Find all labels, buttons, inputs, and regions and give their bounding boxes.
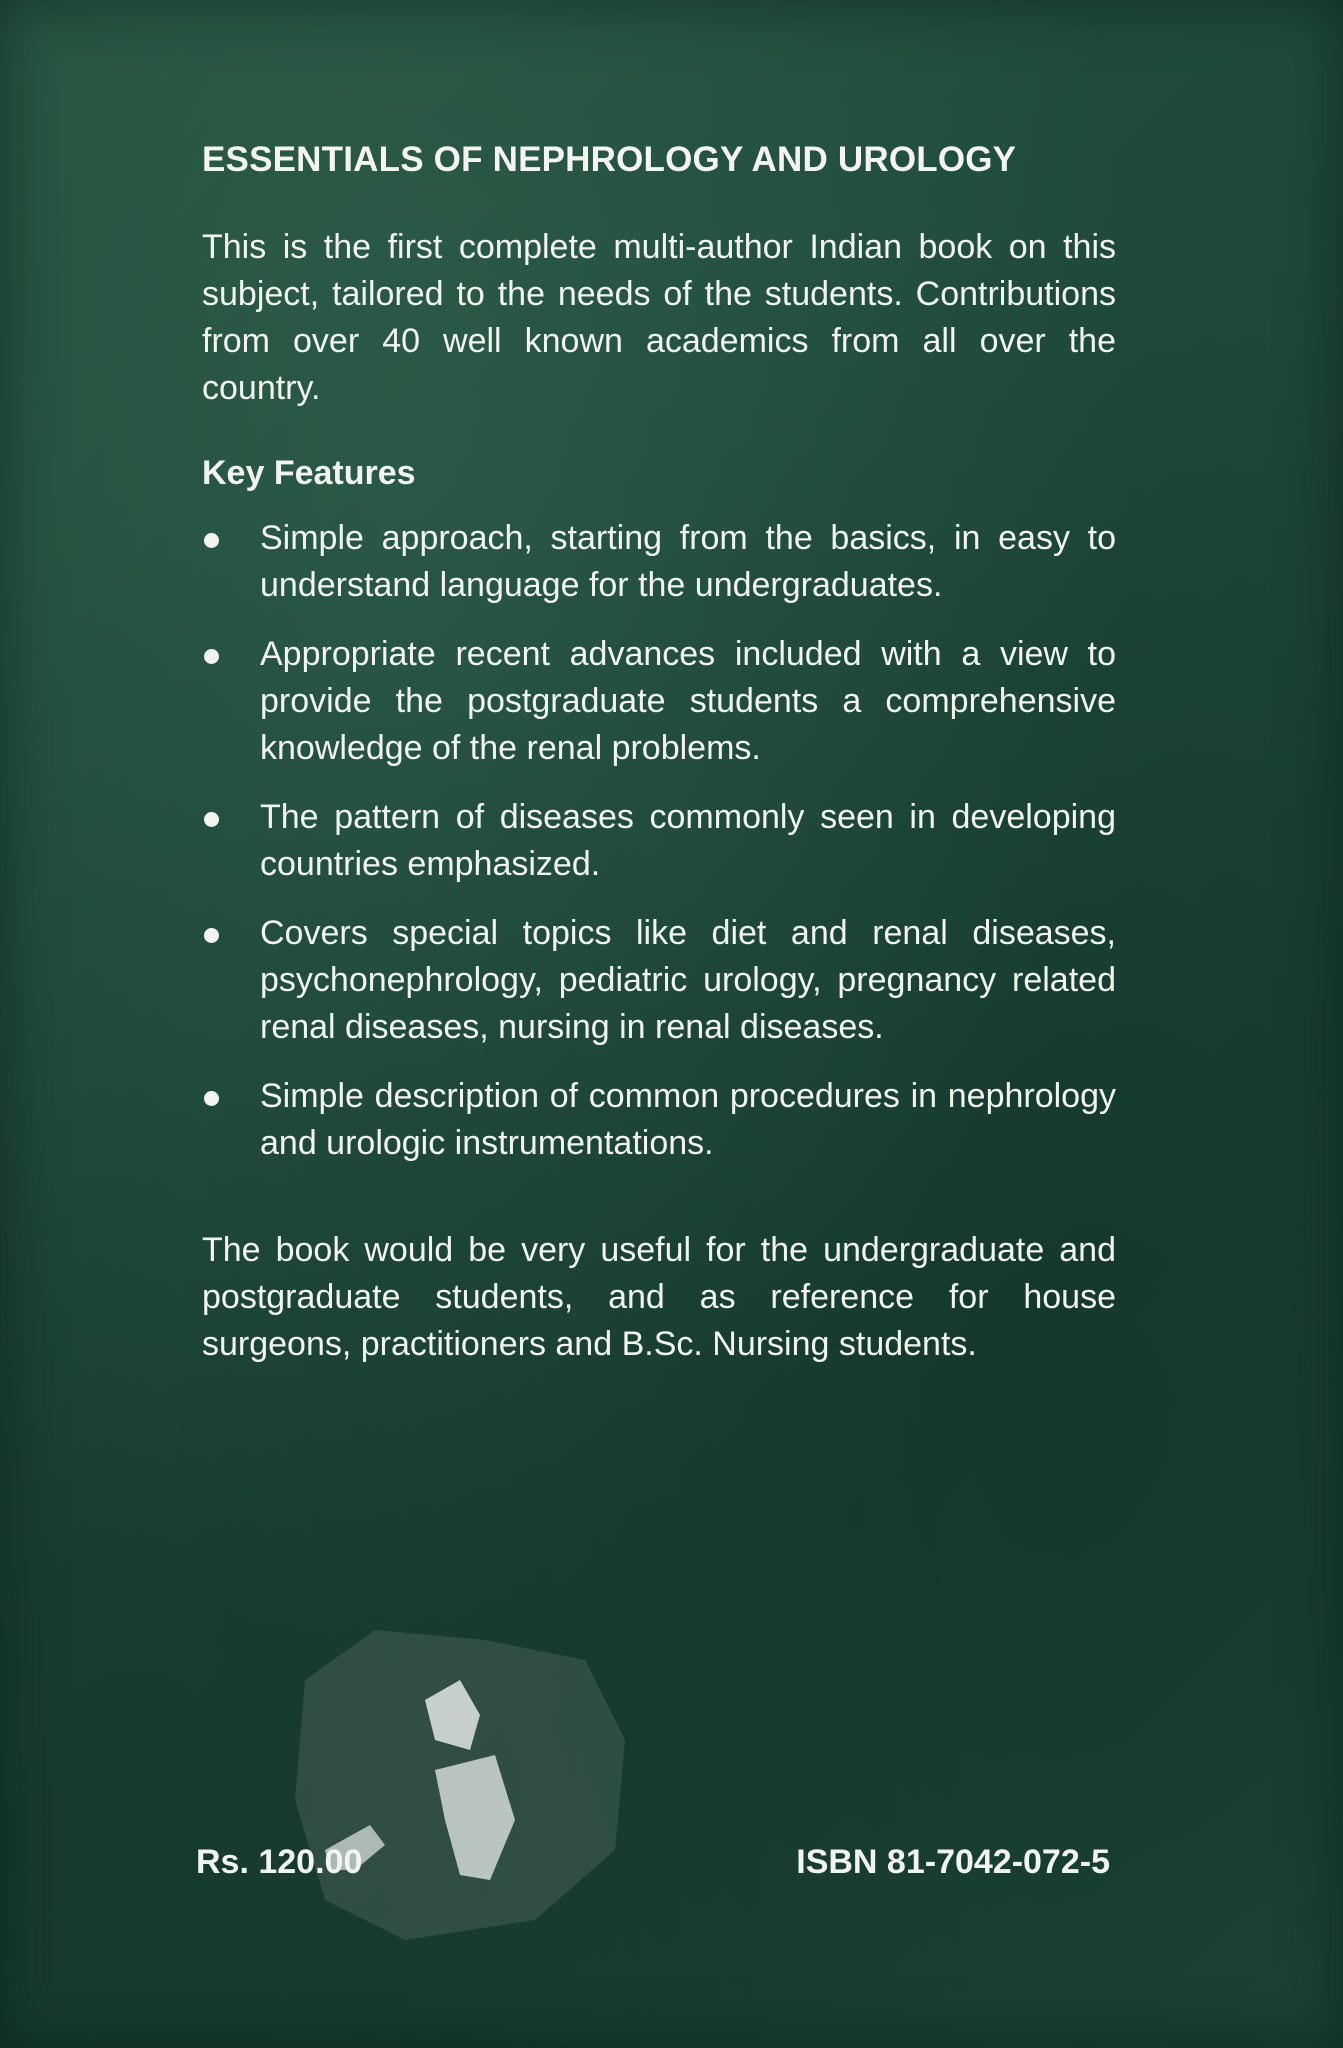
book-title: ESSENTIALS OF NEPHROLOGY AND UROLOGY: [202, 140, 1017, 179]
key-features-heading: Key Features: [202, 454, 416, 492]
feature-text: Covers special topics like diet and renal diseases, psychonephrology, pediatric urology, pregnancy related renal diseases, nursing in renal diseases.: [260, 914, 1116, 1046]
feature-item: [202, 515, 1116, 609]
bullet-icon: [204, 533, 219, 548]
bullet-icon: [204, 812, 219, 827]
bullet-icon: [204, 928, 219, 943]
bullet-icon: [204, 649, 219, 664]
torn-sticker-residue: [285, 1620, 645, 1950]
key-features-list: [202, 515, 1116, 1167]
cover-footer: [196, 1843, 1110, 1882]
cover-text-block: [202, 140, 1116, 1402]
feature-text: Simple approach, starting from the basics, in easy to understand language for the undergraduates.: [260, 519, 1116, 604]
price-label: Rs. 120.00: [196, 1843, 363, 1881]
feature-item: [202, 1073, 1116, 1167]
isbn-label: ISBN 81-7042-072-5: [796, 1843, 1110, 1881]
intro-paragraph: This is the first complete multi-author Indian book on this subject, tailored to the needs of the students. Contributions from over 40 well known academics from all over the country.: [202, 228, 1116, 407]
bullet-icon: [204, 1091, 219, 1106]
feature-text: Simple description of common procedures in nephrology and urologic instrumentations.: [260, 1077, 1116, 1162]
feature-item: [202, 631, 1116, 772]
feature-item: [202, 910, 1116, 1051]
feature-text: The pattern of diseases commonly seen in developing countries emphasized.: [260, 798, 1116, 883]
feature-text: Appropriate recent advances included with a view to provide the postgraduate students a comprehensive knowledge of the renal problems.: [260, 635, 1116, 767]
feature-item: [202, 794, 1116, 888]
closing-paragraph: The book would be very useful for the undergraduate and postgraduate students, and as reference for house surgeons, practitioners and B.Sc. Nursing students.: [202, 1231, 1116, 1363]
